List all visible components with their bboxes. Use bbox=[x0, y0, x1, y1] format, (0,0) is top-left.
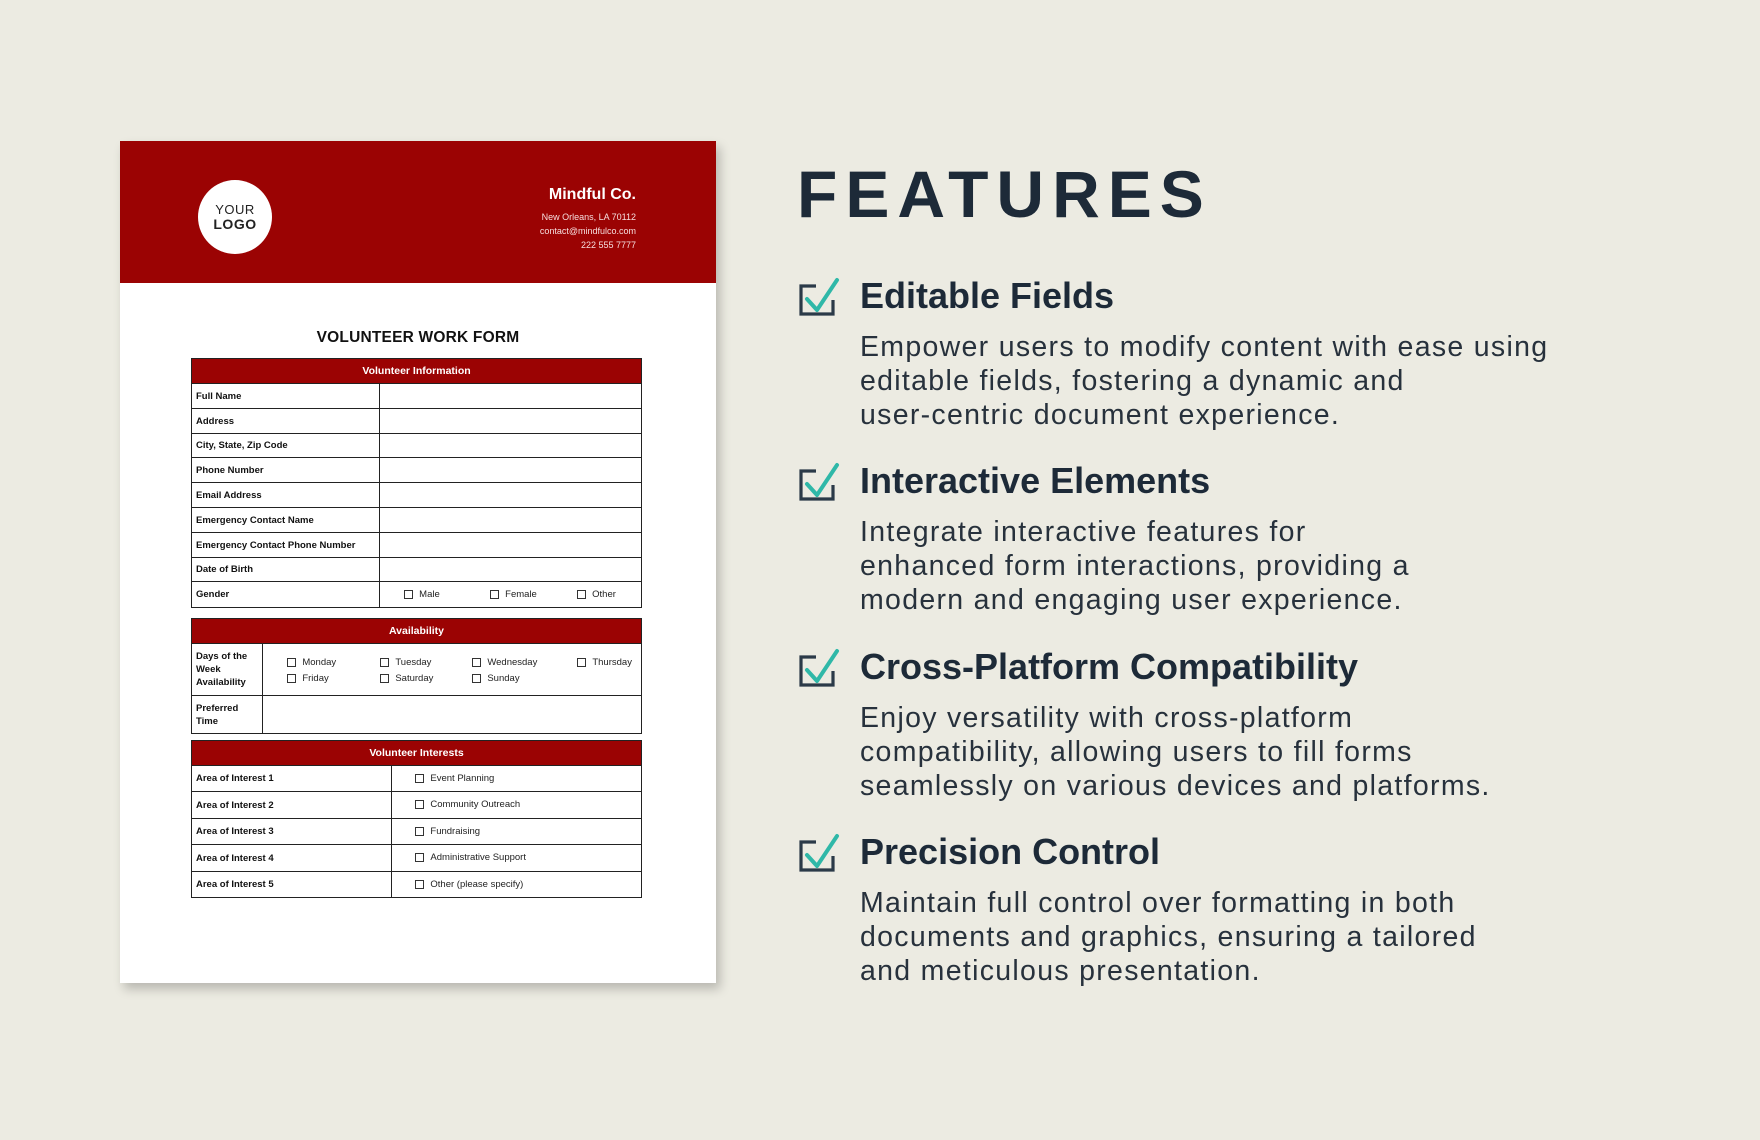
form-document bbox=[120, 141, 716, 983]
day-option-thursday[interactable] bbox=[577, 657, 632, 668]
description-line: Integrate interactive features for bbox=[860, 516, 1307, 548]
company-phone: 222 555 7777 bbox=[580, 240, 636, 250]
checkbox-check-icon bbox=[797, 645, 841, 691]
feature-description bbox=[860, 886, 1660, 988]
option-label: Wednesday bbox=[487, 657, 538, 668]
interest-option-other[interactable] bbox=[415, 879, 523, 890]
checkbox-icon[interactable] bbox=[415, 880, 424, 889]
description-line: enhanced form interactions, providing a bbox=[860, 550, 1410, 582]
option-label: Monday bbox=[302, 657, 337, 668]
availability-table bbox=[191, 618, 642, 734]
gender-option-male[interactable] bbox=[404, 589, 490, 600]
checkbox-icon[interactable] bbox=[577, 658, 586, 667]
option-label: Fundraising bbox=[430, 825, 481, 837]
option-label: Male bbox=[419, 589, 440, 600]
label-line: Preferred bbox=[196, 702, 239, 714]
option-label: Thursday bbox=[592, 657, 632, 668]
checkbox-icon[interactable] bbox=[415, 774, 424, 783]
description-line: user-centric document experience. bbox=[860, 399, 1341, 431]
checkbox-icon[interactable] bbox=[287, 674, 296, 683]
feature-title: Cross-Platform Compatibility bbox=[860, 646, 1359, 687]
volunteer-info-table bbox=[191, 358, 642, 608]
interest-label: Area of Interest 4 bbox=[192, 845, 392, 872]
label-line: Week bbox=[196, 664, 221, 675]
description-line: and meticulous presentation. bbox=[860, 955, 1261, 987]
features-heading: FEATURES bbox=[797, 157, 1212, 231]
section-header-volunteer-info: Volunteer Information bbox=[192, 359, 642, 384]
form-title: VOLUNTEER WORK FORM bbox=[316, 329, 520, 346]
feature-description bbox=[860, 515, 1660, 617]
day-option-saturday[interactable] bbox=[380, 673, 472, 684]
feature-description bbox=[860, 701, 1660, 803]
gender-options bbox=[380, 582, 642, 608]
description-line: editable fields, fostering a dynamic and bbox=[860, 365, 1405, 397]
feature-title: Interactive Elements bbox=[860, 460, 1211, 501]
gender-option-other[interactable] bbox=[577, 589, 616, 600]
company-address: New Orleans, LA 70112 bbox=[541, 212, 636, 222]
feature-title: Precision Control bbox=[860, 831, 1161, 872]
company-name: Mindful Co. bbox=[548, 186, 636, 203]
option-label: Sunday bbox=[487, 673, 520, 684]
checkbox-icon[interactable] bbox=[472, 674, 481, 683]
logo-text-top: YOUR bbox=[215, 201, 255, 217]
option-label: Community Outreach bbox=[430, 799, 521, 810]
checkbox-icon[interactable] bbox=[287, 658, 296, 667]
field-label: Emergency Contact Phone Number bbox=[192, 533, 380, 558]
field-label: Address bbox=[192, 409, 380, 434]
option-label: Other bbox=[592, 589, 616, 600]
field-label: Emergency Contact Name bbox=[192, 508, 380, 533]
preferred-time-label bbox=[192, 696, 263, 734]
checkbox-icon[interactable] bbox=[380, 658, 389, 667]
checkbox-icon[interactable] bbox=[577, 590, 586, 599]
checkbox-icon[interactable] bbox=[472, 658, 481, 667]
full-name-field[interactable] bbox=[380, 384, 642, 409]
interest-option-community-outreach[interactable] bbox=[415, 799, 520, 810]
day-option-sunday[interactable] bbox=[472, 673, 519, 684]
interest-option-event-planning[interactable] bbox=[415, 773, 494, 784]
description-line: Maintain full control over formatting in both bbox=[860, 887, 1456, 919]
label-line: Days of the bbox=[196, 651, 248, 662]
field-label: City, State, Zip Code bbox=[192, 434, 380, 458]
description-line: compatibility, allowing users to fill forms bbox=[860, 736, 1413, 768]
city-state-zip-field[interactable] bbox=[380, 434, 642, 458]
gender-option-female[interactable] bbox=[490, 589, 577, 600]
day-option-tuesday[interactable] bbox=[380, 657, 472, 668]
option-label: Other (please specify) bbox=[430, 878, 524, 890]
field-label: Email Address bbox=[192, 483, 380, 508]
field-label: Phone Number bbox=[192, 458, 380, 483]
checkbox-icon[interactable] bbox=[380, 674, 389, 683]
section-header-interests: Volunteer Interests bbox=[192, 741, 642, 766]
days-of-week-label bbox=[192, 644, 263, 696]
label-line: Time bbox=[196, 715, 219, 727]
logo-placeholder bbox=[198, 180, 272, 254]
interest-label: Area of Interest 3 bbox=[192, 819, 392, 845]
date-of-birth-field[interactable] bbox=[380, 558, 642, 582]
logo-text-bottom: LOGO bbox=[213, 215, 257, 232]
label-line: Availability bbox=[196, 677, 246, 688]
email-address-field[interactable] bbox=[380, 483, 642, 508]
option-label: Friday bbox=[302, 673, 329, 684]
day-option-wednesday[interactable] bbox=[472, 657, 577, 668]
preferred-time-field[interactable] bbox=[263, 696, 642, 734]
option-label: Event Planning bbox=[430, 772, 495, 784]
company-info bbox=[540, 186, 636, 252]
description-line: Enjoy versatility with cross-platform bbox=[860, 702, 1354, 734]
field-label: Gender bbox=[192, 582, 380, 608]
field-label: Date of Birth bbox=[192, 558, 380, 582]
checkbox-check-icon bbox=[797, 459, 841, 505]
checkbox-icon[interactable] bbox=[490, 590, 499, 599]
checkbox-icon[interactable] bbox=[415, 800, 424, 809]
phone-number-field[interactable] bbox=[380, 458, 642, 483]
description-line: seamlessly on various devices and platforms. bbox=[860, 770, 1491, 802]
option-label: Administrative Support bbox=[430, 852, 526, 863]
option-label: Female bbox=[505, 589, 537, 600]
checkbox-icon[interactable] bbox=[404, 590, 413, 599]
checkbox-icon[interactable] bbox=[415, 827, 424, 836]
feature-title: Editable Fields bbox=[860, 275, 1115, 316]
option-label: Tuesday bbox=[395, 657, 432, 668]
emergency-contact-name-field[interactable] bbox=[380, 508, 642, 533]
checkbox-icon[interactable] bbox=[415, 853, 424, 862]
interest-label: Area of Interest 2 bbox=[192, 792, 392, 819]
feature-description bbox=[860, 330, 1660, 432]
interest-option-administrative-support[interactable] bbox=[415, 852, 526, 863]
interest-option-fundraising[interactable] bbox=[415, 826, 480, 837]
section-header-availability: Availability bbox=[192, 619, 642, 644]
address-field[interactable] bbox=[380, 409, 642, 434]
days-options bbox=[263, 644, 642, 696]
checkbox-check-icon bbox=[797, 274, 841, 320]
emergency-contact-phone-field[interactable] bbox=[380, 533, 642, 558]
field-label: Full Name bbox=[192, 384, 380, 409]
description-line: modern and engaging user experience. bbox=[860, 584, 1403, 616]
document-header bbox=[120, 141, 716, 283]
interest-label: Area of Interest 1 bbox=[192, 766, 392, 792]
description-line: documents and graphics, ensuring a tailored bbox=[860, 921, 1477, 953]
interests-table bbox=[191, 740, 642, 898]
checkbox-check-icon bbox=[797, 830, 841, 876]
interest-label: Area of Interest 5 bbox=[192, 872, 392, 898]
company-email: contact@mindfulco.com bbox=[539, 226, 636, 236]
day-option-friday[interactable] bbox=[287, 673, 380, 684]
day-option-monday[interactable] bbox=[287, 657, 380, 668]
description-line: Empower users to modify content with ease using bbox=[860, 331, 1549, 363]
option-label: Saturday bbox=[395, 673, 434, 684]
